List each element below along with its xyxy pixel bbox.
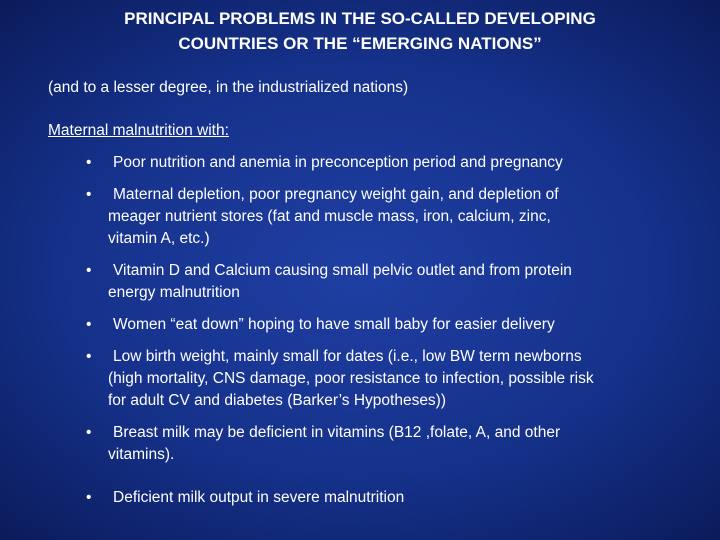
bullet-text bbox=[108, 422, 686, 466]
bullet-text-line: Poor nutrition and anemia in preconception period and pregnancy bbox=[113, 154, 563, 171]
bullet-text-line: Breast milk may be deficient in vitamins (B12 ,folate, A, and other bbox=[113, 424, 561, 441]
slide-title-line-2: COUNTRIES OR THE “EMERGING NATIONS” bbox=[178, 34, 542, 53]
bullet-text-line: vitamin A, etc.) bbox=[108, 230, 210, 247]
bullet-text-line: meager nutrient stores (fat and muscle mass, iron, calcium, zinc, bbox=[108, 208, 551, 225]
bullet-icon: • bbox=[86, 348, 92, 365]
bullet-item bbox=[86, 184, 686, 250]
bullet-text-line: (high mortality, CNS damage, poor resistance to infection, possible risk bbox=[108, 370, 594, 387]
slide-title-line-1: PRINCIPAL PROBLEMS IN THE SO-CALLED DEVELOPING bbox=[124, 9, 596, 28]
subtitle-note: (and to a lesser degree, in the industrialized nations) bbox=[48, 79, 409, 96]
bullet-icon: • bbox=[86, 316, 92, 333]
bullet-icon: • bbox=[86, 186, 92, 203]
bullet-text bbox=[108, 184, 686, 250]
bullet-text-line: Low birth weight, mainly small for dates (i.e., low BW term newborns bbox=[113, 348, 582, 365]
bullet-text bbox=[108, 260, 686, 304]
bullet-item bbox=[86, 422, 686, 466]
bullet-text bbox=[108, 487, 686, 509]
bullet-item bbox=[86, 487, 686, 509]
bullet-text-line: energy malnutrition bbox=[108, 284, 240, 301]
bullet-text-line: Women “eat down” hoping to have small baby for easier delivery bbox=[113, 316, 555, 333]
bullet-item bbox=[86, 314, 686, 336]
bullet-icon: • bbox=[86, 154, 92, 171]
bullet-icon: • bbox=[86, 262, 92, 279]
bullet-item bbox=[86, 260, 686, 304]
bullet-text bbox=[108, 314, 686, 336]
bullet-icon: • bbox=[86, 489, 92, 506]
bullet-text-line: Maternal depletion, poor pregnancy weight gain, and depletion of bbox=[113, 186, 559, 203]
section-heading: Maternal malnutrition with: bbox=[48, 122, 229, 139]
bullet-text-line: for adult CV and diabetes (Barker’s Hypotheses)) bbox=[108, 392, 447, 409]
bullet-text-line: vitamins). bbox=[108, 446, 175, 463]
bullet-text bbox=[108, 346, 686, 412]
bullet-text-line: Vitamin D and Calcium causing small pelvic outlet and from protein bbox=[113, 262, 572, 279]
bullet-icon: • bbox=[86, 424, 92, 441]
bullet-text-line: Deficient milk output in severe malnutrition bbox=[113, 489, 405, 506]
bullet-item bbox=[86, 152, 686, 174]
bullet-item bbox=[86, 346, 686, 412]
bullet-text bbox=[108, 152, 686, 174]
